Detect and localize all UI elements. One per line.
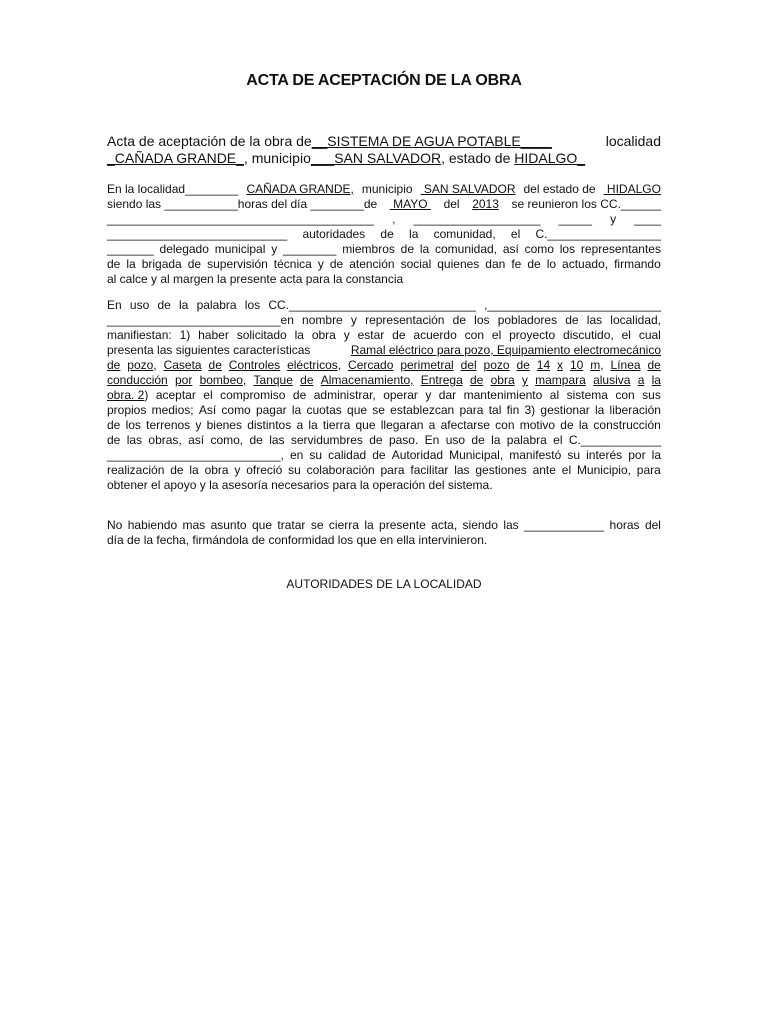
word: obra	[490, 373, 515, 387]
estado-field: HIDALGO	[603, 182, 661, 196]
word: como,	[210, 433, 244, 447]
word: aceptar	[155, 388, 196, 402]
word: los	[125, 418, 141, 432]
word: comunidad,	[434, 242, 498, 256]
word: x	[557, 358, 564, 372]
word: cierra	[328, 518, 359, 532]
word: realización	[107, 463, 165, 477]
text-segment: En la localidad________	[107, 182, 239, 196]
word: quienes	[437, 257, 480, 271]
text-segment	[107, 227, 661, 242]
word: Entrega	[420, 373, 463, 387]
word: paso.	[388, 433, 419, 447]
word: Caseta	[163, 358, 202, 372]
word: y	[195, 418, 202, 432]
word: _____	[558, 212, 592, 226]
features-text	[107, 373, 661, 388]
text-segment: siendo las ___________horas del día ________de	[107, 197, 378, 211]
municipio-field: SAN SALVADOR	[420, 182, 516, 196]
intro-paragraph	[107, 133, 661, 167]
word: terrenos	[146, 418, 191, 432]
word: del	[460, 358, 477, 372]
word: como	[524, 242, 554, 256]
word: solicitado	[236, 328, 287, 342]
word: que	[252, 518, 273, 532]
word: presente	[379, 518, 426, 532]
word: de	[392, 328, 406, 342]
word: nombre	[302, 313, 343, 327]
word: horas	[609, 518, 640, 532]
word: representantes	[580, 242, 661, 256]
word: palabra	[506, 433, 547, 447]
word: de	[157, 298, 171, 312]
word: con	[615, 388, 635, 402]
paragraph-line	[107, 418, 661, 433]
word: tierra	[322, 418, 351, 432]
word: Tanque	[253, 373, 293, 387]
text-segment	[144, 388, 661, 403]
paragraph-line	[107, 448, 661, 463]
word: localidad,	[610, 313, 661, 327]
word: manifiestan:	[107, 328, 172, 342]
word: eléctricos,	[287, 358, 342, 372]
paragraph-line	[107, 533, 661, 548]
text-segment: municipio	[361, 182, 413, 196]
word: se	[372, 403, 385, 417]
word: interés	[586, 448, 623, 462]
estado-value: HIDALGO_	[514, 150, 586, 166]
text-segment: obtener el apoyo y la asesoría necesarios para la operación del sistema.	[107, 478, 493, 492]
word: cual	[638, 328, 661, 342]
word: para	[380, 463, 405, 477]
word: acuerdo	[413, 328, 457, 342]
paragraph-line	[107, 403, 661, 418]
word: calidad	[328, 448, 367, 462]
closing-paragraph	[107, 518, 661, 548]
word: conducción	[107, 373, 168, 387]
word: las	[269, 433, 285, 447]
text-segment	[107, 448, 661, 463]
word: administrar,	[313, 388, 376, 402]
word: los	[474, 313, 490, 327]
localidad-label: localidad	[605, 133, 661, 149]
word: a	[428, 418, 436, 432]
word: cuotas	[306, 403, 342, 417]
word: la	[308, 418, 318, 432]
features-text	[107, 358, 661, 373]
word: )	[144, 388, 149, 402]
word: su	[309, 448, 323, 462]
word: de	[565, 313, 579, 327]
word: obra	[311, 328, 336, 342]
word: Municipio,	[576, 463, 631, 477]
meeting-paragraph	[107, 182, 661, 287]
word: Así	[198, 403, 217, 417]
word: y	[350, 313, 357, 327]
word: lo	[546, 257, 557, 271]
word: mas	[182, 518, 206, 532]
word: uso	[129, 298, 150, 312]
word: de	[369, 433, 383, 447]
word: mantenimiento	[463, 388, 543, 402]
word: ____________	[524, 518, 605, 532]
word: de	[170, 463, 184, 477]
word: compromiso	[220, 388, 286, 402]
word: ____	[634, 212, 661, 226]
localidad-value: _CAÑADA GRANDE_	[107, 150, 244, 166]
intro-prefix: Acta de aceptación de la obra de	[107, 133, 312, 149]
word: autoridades	[302, 227, 366, 241]
word: la	[189, 463, 199, 477]
word: las	[454, 463, 470, 477]
word: operar	[383, 388, 418, 402]
word: y	[343, 328, 350, 342]
word: liberación	[609, 403, 661, 417]
word: la	[578, 418, 589, 432]
word: gestiones	[475, 463, 527, 477]
word: la	[651, 448, 661, 462]
municipio-value: ___SAN SALVADOR	[310, 150, 442, 166]
word: los	[244, 298, 261, 312]
text-segment: se reunieron los CC.______	[511, 197, 661, 211]
word: atención	[349, 257, 395, 271]
word: CC.____________________________	[268, 298, 476, 312]
text-segment: del	[443, 197, 460, 211]
word: proyecto	[509, 328, 556, 342]
word: 14	[536, 358, 551, 372]
paragraph-line	[107, 328, 661, 343]
word: Municipal,	[449, 448, 504, 462]
word: ante	[532, 463, 556, 477]
word: a	[296, 418, 304, 432]
paragraph-line	[107, 313, 661, 328]
word: de	[470, 373, 484, 387]
word: acta,	[431, 518, 458, 532]
word: En	[424, 433, 440, 447]
word: Línea	[610, 358, 641, 372]
word: de	[187, 257, 202, 271]
word: motivo	[519, 418, 556, 432]
word: la	[291, 403, 302, 417]
word: colaboración	[306, 463, 375, 477]
word: ofreció	[246, 463, 283, 477]
word: siendo	[462, 518, 498, 532]
word: las	[503, 518, 519, 532]
intro-line-2	[107, 150, 661, 167]
localidad-field: CAÑADA GRANDE,	[246, 182, 354, 196]
word: mampara	[535, 373, 586, 387]
word: y	[317, 257, 324, 271]
text-segment	[107, 242, 661, 257]
word: Almacenamiento,	[320, 373, 414, 387]
paragraph-line	[107, 257, 661, 272]
word: En	[107, 298, 122, 312]
word: dan	[485, 257, 506, 271]
word: Autoridad	[391, 448, 444, 462]
word: al	[549, 388, 560, 402]
word: de	[560, 418, 574, 432]
word: de	[107, 358, 121, 372]
word: de	[329, 257, 344, 271]
word: Controles	[228, 358, 281, 372]
word: de	[372, 448, 386, 462]
word: social	[400, 257, 432, 271]
paragraph-line	[107, 182, 661, 197]
word: tratar	[277, 518, 306, 532]
word: y	[610, 212, 617, 226]
anio-field: 2013	[472, 197, 499, 211]
text-segment	[107, 212, 661, 227]
word: de	[292, 388, 307, 402]
word: comunidad,	[433, 227, 496, 241]
word: de	[107, 418, 121, 432]
word: distintos	[247, 418, 292, 432]
word: alusiva	[593, 373, 631, 387]
word: representación	[365, 313, 445, 327]
paragraph-line	[107, 463, 661, 478]
word: la	[294, 328, 304, 342]
word: de	[471, 433, 485, 447]
word: a	[637, 373, 645, 387]
word: así	[188, 433, 205, 447]
signatures-heading: AUTORIDADES DE LA LOCALIDAD	[286, 577, 482, 591]
word: gestionar	[540, 403, 590, 417]
text-segment	[107, 518, 661, 533]
word: en	[289, 448, 304, 462]
text-segment	[107, 298, 661, 313]
word: y	[425, 388, 432, 402]
word: los	[559, 242, 576, 256]
word: y	[271, 242, 278, 256]
word: el	[203, 388, 213, 402]
word: la	[364, 518, 374, 532]
word: de	[300, 373, 314, 387]
word: palabra	[196, 298, 237, 312]
word: No	[107, 518, 123, 532]
paragraph-line	[107, 433, 661, 448]
word: firmando	[614, 257, 661, 271]
word: que	[355, 418, 376, 432]
word: propios	[107, 403, 147, 417]
word: su	[288, 463, 301, 477]
paragraph-line	[107, 212, 661, 227]
word: con	[495, 418, 515, 432]
word: la	[126, 257, 136, 271]
word: tal	[488, 403, 502, 417]
word: m,	[590, 358, 604, 372]
word: estar	[357, 328, 385, 342]
paragraph-line	[107, 388, 661, 403]
word: el	[510, 227, 521, 241]
text-segment: presenta las siguientes características	[107, 343, 311, 357]
text-segment	[107, 257, 661, 272]
statement-paragraph	[107, 298, 661, 493]
word: que	[347, 403, 368, 417]
text-segment	[107, 328, 661, 343]
word: __________________________,	[107, 448, 284, 462]
word: uso	[445, 433, 466, 447]
paragraph-line	[107, 343, 661, 358]
word: pozo	[483, 358, 510, 372]
word: la	[491, 433, 501, 447]
word: se	[310, 518, 324, 532]
word: de	[516, 358, 530, 372]
word: de	[527, 257, 541, 271]
word: miembros	[342, 242, 395, 256]
word: la	[419, 242, 430, 256]
paragraph-line	[107, 272, 661, 287]
word: ________________________________________	[107, 212, 374, 226]
word: ___________________	[413, 212, 541, 226]
word: C._________________	[535, 227, 661, 241]
text-segment	[107, 403, 661, 418]
word: el	[491, 328, 502, 342]
word: el	[621, 328, 631, 342]
word: fe	[511, 257, 522, 271]
word: __________________________en	[107, 313, 294, 327]
estado-label: , estado de	[441, 150, 511, 166]
word: de	[107, 433, 121, 447]
features-text: obra. 2	[107, 388, 145, 402]
word: afectarse	[440, 418, 490, 432]
word: de	[249, 433, 263, 447]
word: la	[651, 373, 661, 387]
paragraph-line	[107, 227, 661, 242]
word: brigada	[141, 257, 182, 271]
word: dar	[438, 388, 457, 402]
word: la	[409, 227, 419, 241]
word: obra	[204, 463, 229, 477]
word: construcción	[593, 418, 661, 432]
paragraph-line	[107, 197, 661, 212]
document-title: ACTA DE ACEPTACIÓN DE LA OBRA	[246, 72, 522, 89]
word: _______	[107, 242, 154, 256]
word: y	[521, 373, 528, 387]
word: las	[586, 313, 603, 327]
word: de	[107, 257, 121, 271]
word: 10	[569, 358, 584, 372]
paragraph-line	[107, 358, 661, 373]
word: medios;	[151, 403, 194, 417]
word: de	[452, 313, 466, 327]
word: para	[636, 463, 661, 477]
word: por	[628, 448, 646, 462]
text-segment	[107, 433, 661, 448]
word: haber	[198, 328, 229, 342]
word: pobladores	[497, 313, 558, 327]
word: 3)	[524, 403, 536, 417]
word: como	[221, 403, 251, 417]
intro-line-1	[107, 133, 661, 150]
word: municipal	[214, 242, 266, 256]
text-segment: al calce y al margen la presente acta para la constancia	[107, 272, 404, 286]
word: de	[400, 242, 415, 256]
word: obras,	[148, 433, 182, 447]
word: llegaran	[380, 418, 424, 432]
text-segment	[107, 313, 661, 328]
word: pagar	[255, 403, 287, 417]
word: ,__________________________	[484, 298, 661, 312]
paragraph-line	[107, 373, 661, 388]
word: del	[644, 518, 661, 532]
paragraph-line	[107, 242, 661, 257]
mes-field: MAYO	[389, 197, 431, 211]
word: el	[561, 463, 572, 477]
word: bombeo,	[199, 373, 247, 387]
word: 1)	[179, 328, 191, 342]
word: para	[459, 403, 484, 417]
municipio-label: , municipio	[243, 150, 311, 166]
word: Cercado	[348, 358, 394, 372]
text-segment	[107, 418, 661, 433]
word: delegado	[159, 242, 209, 256]
paragraph-line	[107, 298, 661, 313]
word: y	[234, 463, 241, 477]
word: técnica	[273, 257, 312, 271]
word: ___________________________	[107, 227, 288, 241]
word: C.____________	[568, 433, 661, 447]
word: así	[502, 242, 519, 256]
word: de	[208, 358, 222, 372]
paragraph-line	[107, 478, 661, 493]
word: manifestó	[509, 448, 562, 462]
word: servidumbres	[290, 433, 363, 447]
word: con	[464, 328, 485, 342]
word: bienes	[206, 418, 242, 432]
word: ,	[392, 212, 396, 226]
text-segment	[107, 463, 661, 478]
word: discutido,	[563, 328, 614, 342]
word: la	[594, 403, 605, 417]
word: las	[126, 433, 143, 447]
word: perimetral	[400, 358, 454, 372]
word: de	[647, 358, 661, 372]
word: sus	[642, 388, 661, 402]
features-text: Ramal eléctrico para pozo, Equipamiento electromecánico	[350, 343, 661, 357]
paragraph-line	[107, 518, 661, 533]
obra-name: __SISTEMA DE AGUA POTABLE____	[311, 133, 552, 149]
word: sistema	[566, 388, 608, 402]
word: pozo,	[127, 358, 157, 372]
word: habiendo	[127, 518, 178, 532]
word: supervisión	[207, 257, 268, 271]
word: asunto	[210, 518, 247, 532]
word: la	[179, 298, 189, 312]
text-segment: día de la fecha, firmándola de conformidad los que en ella intervinieron.	[107, 533, 488, 547]
word: el	[553, 433, 563, 447]
word: ________	[283, 242, 337, 256]
word: fin	[506, 403, 520, 417]
word: facilitar	[410, 463, 449, 477]
word: por	[174, 373, 193, 387]
word: establezcan	[390, 403, 455, 417]
word: su	[567, 448, 581, 462]
word: actuado,	[562, 257, 609, 271]
word: de	[380, 227, 394, 241]
text-segment: del estado de	[523, 182, 596, 196]
